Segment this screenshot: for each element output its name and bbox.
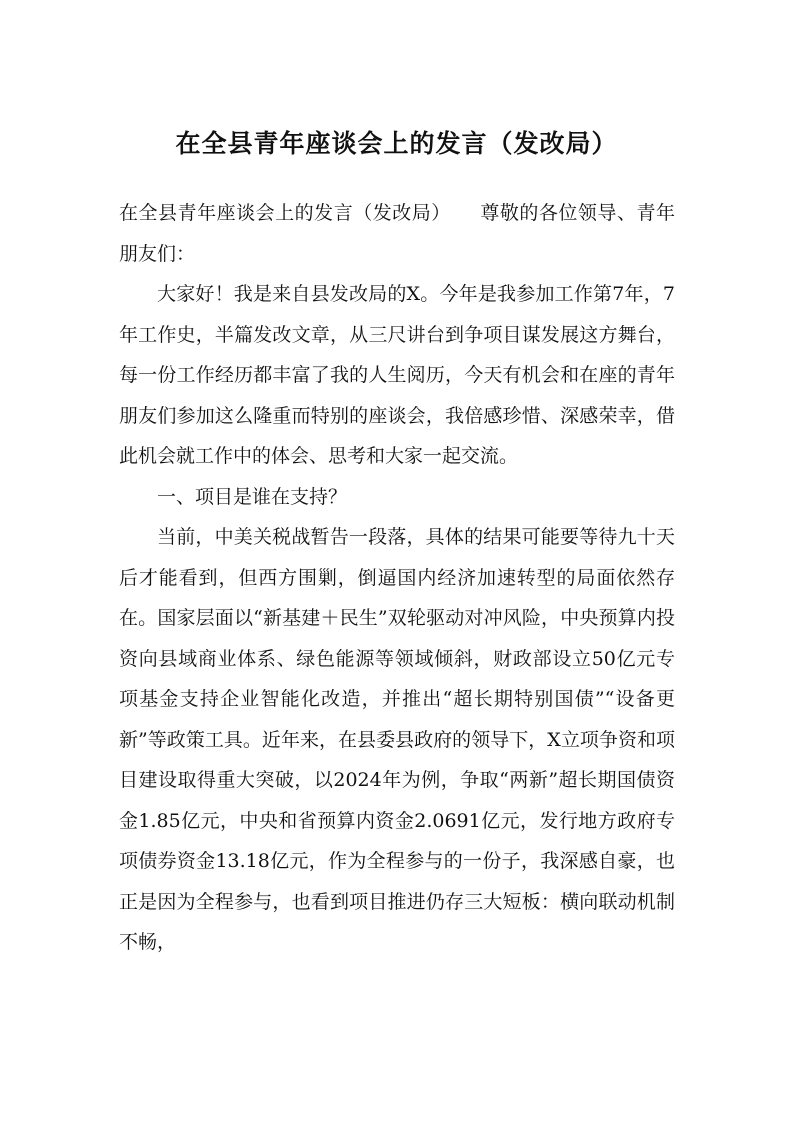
opening-paragraph: 在全县青年座谈会上的发言（发改局） 尊敬的各位领导、青年朋友们： (119, 202, 675, 265)
body-paragraph: 当前，中美关税战暂告一段落，具体的结果可能要等待九十天后才能看到，但西方围剿，倒逼国内经济加速转型的局面依然存在。国家层面以“新基建＋民生”双轮驱动对冲风险，中央预算内投资向县域商业体系、绿色能源等领域倾斜，财政部设立50亿元专项基金支持企业智能化改造，并推出“超长期特别国债”“设备更新”等政策工具。近年来，在县委县政府的领导下，X立项争资和项目建设取得重大突破，以2024年为例，争取“两新”超长期国债资金1.85亿元，中央和省预算内资金2.0691亿元，发行地方政府专项债券资金13.18亿元，作为全程参与的一份子，我深感自豪，也正是因为全程参与，也看到项目推进仍存三大短板：横向联动机制不畅， (119, 526, 675, 953)
section-heading: 一、项目是谁在支持？ (157, 485, 348, 508)
document-title: 在全县青年座谈会上的发言（发改局） (175, 129, 618, 158)
greeting-paragraph: 大家好！我是来自县发改局的X。今年是我参加工作第7年，7年工作史，半篇发改文章，从三尺讲台到争项目谋发展这方舞台，每一份工作经历都丰富了我的人生阅历，今天有机会和在座的青年朋友们参加这么隆重而特别的座谈会，我倍感珍惜、深感荣幸，借此机会就工作中的体会、思考和大家一起交流。 (119, 283, 675, 467)
document-body (119, 193, 675, 963)
